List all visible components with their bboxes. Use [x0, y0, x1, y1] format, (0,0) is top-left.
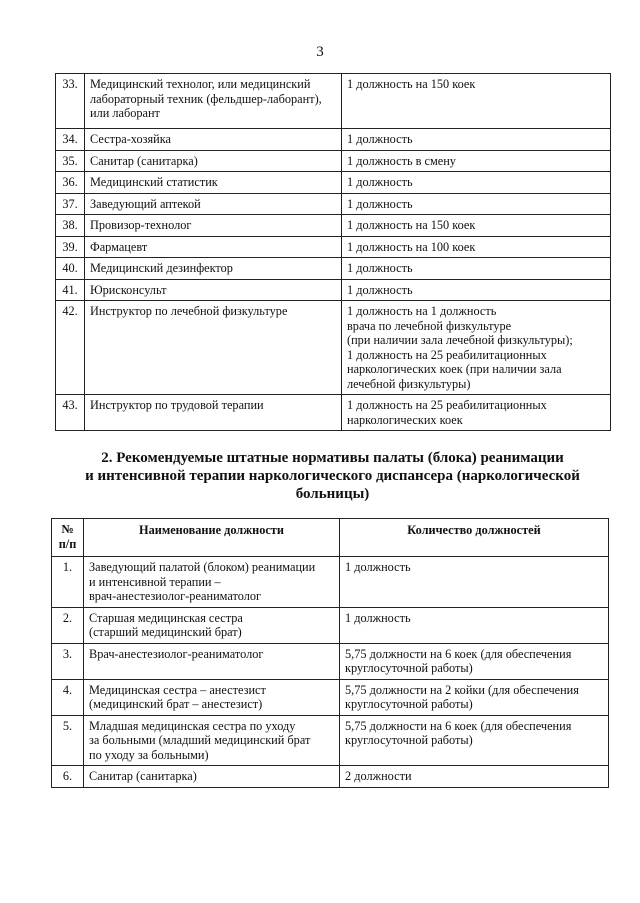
column-header-position: Наименование должности [84, 519, 340, 557]
position-quantity: 1 должность на 150 коек [342, 215, 611, 237]
page-number: 3 [316, 44, 324, 60]
table-row [52, 679, 609, 715]
position-quantity: 5,75 должности на 6 коек (для обеспечения круглосуточной работы) [340, 715, 609, 766]
position-name: Сестра-хозяйка [85, 129, 342, 151]
table-row [56, 74, 611, 129]
header-num-line2: п/п [58, 536, 77, 551]
position-name [84, 557, 340, 608]
position-quantity: 2 должности [340, 766, 609, 788]
table-row [56, 172, 611, 194]
table-header-row [52, 519, 609, 557]
section-heading [60, 449, 605, 503]
table-row [52, 643, 609, 679]
table-row [56, 301, 611, 395]
position-quantity: 1 должность на 150 коек [342, 74, 611, 129]
table-row [56, 215, 611, 237]
position-line: Санитар (санитарка) [89, 769, 197, 783]
quantity-line: врача по лечебной физкультуре [347, 318, 512, 333]
position-name: Заведующий аптекой [85, 193, 342, 215]
position-name [84, 715, 340, 766]
position-quantity: 1 должность в смену [342, 150, 611, 172]
row-number: 6. [52, 766, 84, 788]
position-quantity: 1 должность [342, 258, 611, 280]
position-quantity [342, 301, 611, 395]
heading-line: и интенсивной терапии наркологического диспансера (наркологической [85, 468, 580, 484]
heading-line: 2. Рекомендуемые штатные нормативы палаты (блока) реанимации [101, 450, 564, 466]
position-name: Инструктор по трудовой терапии [85, 395, 342, 431]
row-number: 33. [56, 74, 85, 129]
position-quantity: 1 должность [342, 279, 611, 301]
quantity-line: 1 должность на 25 реабилитационных [347, 347, 547, 362]
position-line: за больными (младший медицинский брат [89, 733, 311, 747]
position-line: врач-анестезиолог-реаниматолог [89, 589, 262, 603]
position-name [84, 679, 340, 715]
position-line: по уходу за больными) [89, 747, 209, 762]
header-num-line1: № [61, 522, 74, 536]
position-line: Медицинская сестра – анестезист [89, 682, 266, 697]
table-row [56, 193, 611, 215]
position-line: Младшая медицинская сестра по уходу [89, 718, 296, 733]
position-name: Санитар (санитарка) [85, 150, 342, 172]
position-name: Медицинский технолог, или медицинский лабораторный техник (фельдшер-лаборант), или лаборант [85, 74, 342, 129]
table-row [56, 395, 611, 431]
quantity-line: лечебной физкультуры) [347, 376, 471, 391]
table-row [56, 279, 611, 301]
position-quantity: 5,75 должности на 6 коек (для обеспечения круглосуточной работы) [340, 643, 609, 679]
column-header-quantity: Количество должностей [340, 519, 609, 557]
row-number: 2. [52, 607, 84, 643]
row-number: 41. [56, 279, 85, 301]
position-name: Юрисконсульт [85, 279, 342, 301]
icu-staffing-table [51, 518, 609, 788]
position-quantity: 1 должность на 100 коек [342, 236, 611, 258]
position-quantity: 1 должность на 25 реабилитационных наркологических коек [342, 395, 611, 431]
table-row [52, 607, 609, 643]
row-number: 5. [52, 715, 84, 766]
position-line: Старшая медицинская сестра [89, 610, 243, 625]
position-quantity: 1 должность [342, 193, 611, 215]
quantity-line: (при наличии зала лечебной физкультуры); [347, 333, 573, 347]
position-quantity: 1 должность [342, 129, 611, 151]
position-name: Медицинский дезинфектор [85, 258, 342, 280]
position-quantity: 5,75 должности на 2 койки (для обеспечения круглосуточной работы) [340, 679, 609, 715]
position-line: и интенсивной терапии – [89, 574, 221, 589]
table-row [56, 150, 611, 172]
position-name: Провизор-технолог [85, 215, 342, 237]
table-row [56, 129, 611, 151]
position-line: Врач-анестезиолог-реаниматолог [89, 646, 264, 661]
row-number: 4. [52, 679, 84, 715]
position-name: Инструктор по лечебной физкультуре [85, 301, 342, 395]
column-header-number [52, 519, 84, 557]
position-line: (старший медицинский брат) [89, 625, 242, 639]
staffing-table-continued [55, 73, 611, 431]
row-number: 36. [56, 172, 85, 194]
position-quantity: 1 должность [340, 557, 609, 608]
position-quantity: 1 должность [342, 172, 611, 194]
row-number: 40. [56, 258, 85, 280]
position-line: Заведующий палатой (блоком) реанимации [89, 560, 316, 574]
table-row [52, 715, 609, 766]
position-name: Фармацевт [85, 236, 342, 258]
table-row [52, 557, 609, 608]
position-name: Медицинский статистик [85, 172, 342, 194]
quantity-line: наркологических коек (при наличии зала [347, 362, 562, 376]
table-row [56, 258, 611, 280]
position-name [84, 643, 340, 679]
position-line: (медицинский брат – анестезист) [89, 697, 263, 711]
position-name [84, 607, 340, 643]
heading-line: больницы) [295, 486, 370, 502]
position-name [84, 766, 340, 788]
table-row [52, 766, 609, 788]
row-number: 37. [56, 193, 85, 215]
row-number: 43. [56, 395, 85, 431]
row-number: 38. [56, 215, 85, 237]
row-number: 34. [56, 129, 85, 151]
row-number: 1. [52, 557, 84, 608]
quantity-line: 1 должность на 1 должность [347, 304, 497, 318]
row-number: 35. [56, 150, 85, 172]
table-row [56, 236, 611, 258]
row-number: 42. [56, 301, 85, 395]
row-number: 3. [52, 643, 84, 679]
position-quantity: 1 должность [340, 607, 609, 643]
row-number: 39. [56, 236, 85, 258]
